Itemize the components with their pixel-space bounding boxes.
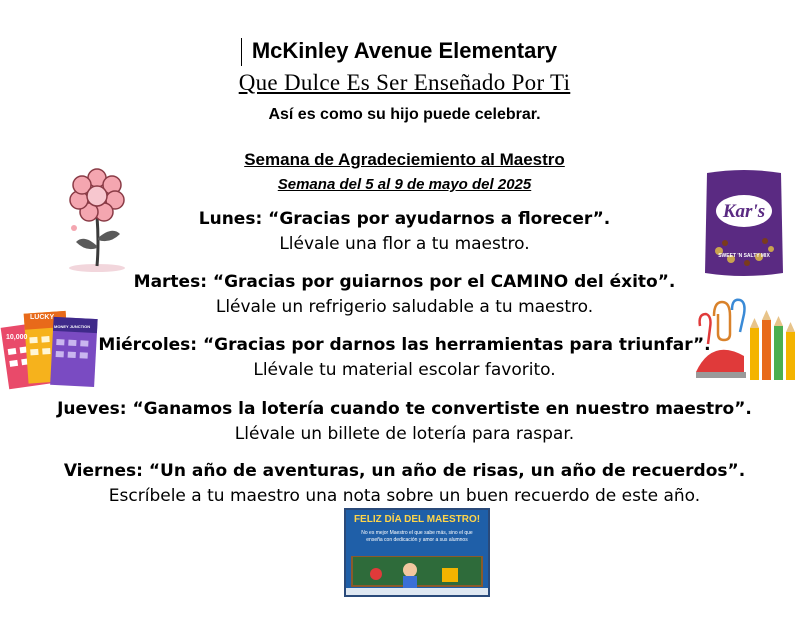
lottery-label-amount: 10,000	[6, 334, 28, 341]
thursday-heading: Jueves: “Ganamos la lotería cuando te convertiste en nuestro maestro”.	[57, 399, 752, 419]
poster-title: FELIZ DÍA DEL MAESTRO!	[353, 514, 481, 525]
flower-icon	[62, 168, 132, 274]
tuesday-heading: Martes: “Gracias por guiarnos por el CAMINO del éxito”.	[133, 272, 676, 292]
poster-text: No es mejor Maestro el que sabe más, sino el que enseña con dedicación y amor a sus alumnos	[361, 530, 473, 543]
monday-heading: Lunes: “Gracias por ayudarnos a florecer”.	[198, 209, 611, 229]
snack-sub: SWEET 'N SALTY MIX	[718, 253, 770, 259]
friday-heading: Viernes: “Un año de aventuras, un año de risas, un año de recuerdos”.	[63, 461, 746, 481]
teacher-day-poster	[344, 508, 490, 597]
snack-bag-image	[703, 167, 785, 279]
week-title: Semana de Agradeciemiento al Maestro	[244, 150, 565, 169]
lottery-label-lucky: LUCKY	[30, 314, 55, 321]
school-supplies-icon	[690, 298, 806, 394]
snack-brand: Kar's	[722, 201, 766, 222]
week-dates: Semana del 5 al 9 de mayo del 2025	[277, 176, 532, 193]
intro-text: Así es como su hijo puede celebrar.	[268, 106, 541, 123]
monday-activity: Llévale una flor a tu maestro.	[279, 234, 530, 254]
tuesday-activity: Llévale un refrigerio saludable a tu maestro.	[215, 297, 594, 317]
lottery-label-junction: MONEY JUNCTION	[54, 324, 91, 329]
motto: Que Dulce Es Ser Enseñado Por Ti	[238, 70, 571, 95]
wednesday-heading: Miércoles: “Gracias por darnos las herramientas para triunfar”.	[98, 335, 711, 355]
friday-activity: Escríbele a tu maestro una nota sobre un buen recuerdo de este año.	[108, 486, 701, 506]
lottery-tickets-image	[0, 306, 100, 390]
school-name: McKinley Avenue Elementary	[251, 38, 558, 63]
wednesday-activity: Llévale tu material escolar favorito.	[253, 360, 556, 380]
thursday-activity: Llévale un billete de lotería para raspar.	[234, 424, 575, 444]
